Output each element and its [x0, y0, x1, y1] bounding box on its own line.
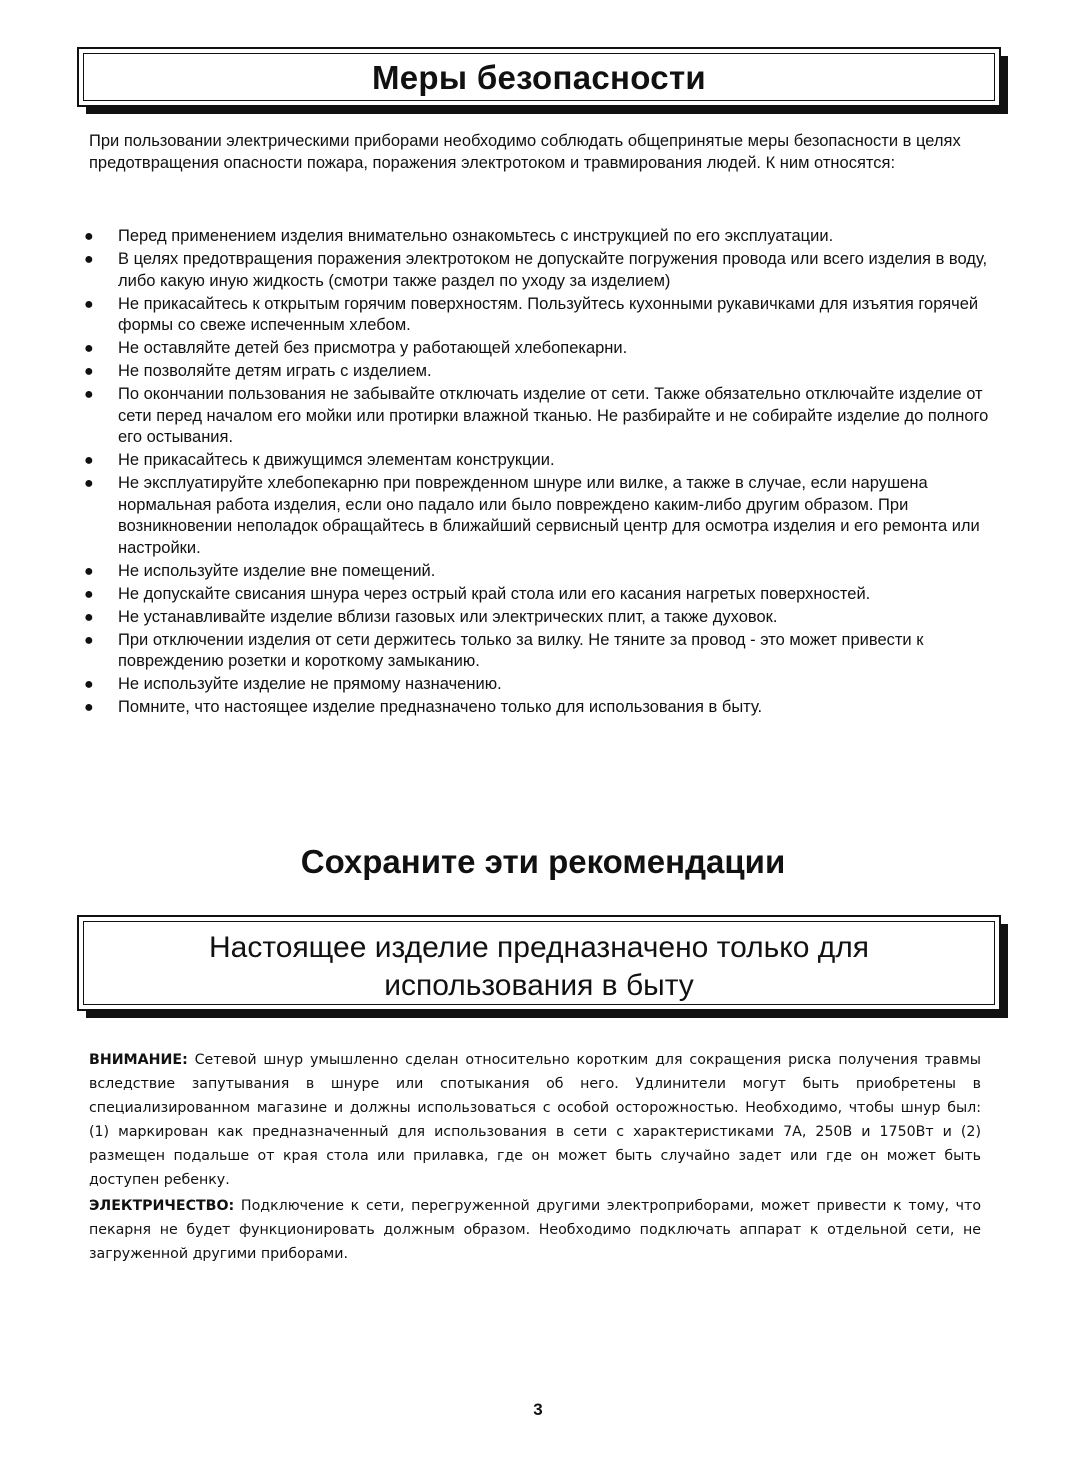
list-item	[84, 607, 996, 629]
list-item	[84, 249, 996, 292]
bullet-icon: ●	[84, 562, 94, 580]
list-item	[84, 226, 996, 248]
household-use-title	[79, 929, 999, 1005]
list-item-text: В целях предотвращения поражения электротоком не допускайте погружения провода или всего изделия в воду, либо какую иную жидкость (смотри также раздел по уходу за изделием)	[118, 250, 988, 290]
warning-label: ВНИМАНИЕ:	[89, 1052, 188, 1068]
list-item-text: Не используйте изделие вне помещений.	[118, 561, 436, 580]
bullet-icon: ●	[84, 386, 94, 403]
intro-paragraph: При пользовании электрическими приборами необходимо соблюдать общепринятые меры безопасности в целях предотвращения опасности пожара, поражения электротоком и травмирования людей. К ним относятся:	[89, 132, 961, 172]
box-shadow	[86, 107, 1008, 114]
bullet-icon: ●	[84, 475, 94, 492]
electricity-paragraph	[89, 1194, 981, 1266]
bullet-icon: ●	[84, 631, 94, 649]
bullet-icon: ●	[84, 699, 94, 716]
list-item	[84, 294, 996, 337]
bullet-icon: ●	[84, 228, 94, 245]
bullet-icon: ●	[84, 585, 94, 603]
warning-text: Сетевой шнур умышленно сделан относительно коротким для сокращения риска получения травмы вследствие запутывания в шнуре или спотыкания об него. Удлинители могут быть приобретены в специализированном магазине и должны использоваться с особой осторожностью. Необходимо, чтобы шнур был: (1) маркирован как предназначенный для использования в сети с характеристиками 7А, 250В и 1750Вт и (2) размещен подальше от края стола или прилавка, где он может быть случайно задет или где он может быть доступен ребенку.	[89, 1052, 981, 1188]
safety-list	[84, 226, 996, 720]
list-item-text: Не оставляйте детей без присмотра у работающей хлебопекарни.	[118, 339, 628, 357]
bullet-icon: ●	[84, 340, 94, 357]
list-item-text: Не позволяйте детям играть с изделием.	[118, 362, 432, 380]
save-recommendations-heading: Сохраните эти рекомендации	[300, 843, 786, 880]
list-item	[84, 361, 996, 383]
bullet-icon: ●	[84, 295, 94, 313]
list-item-text: Не устанавливайте изделие вблизи газовых или электрических плит, а также духовок.	[118, 607, 778, 626]
bullet-icon: ●	[84, 363, 94, 380]
list-item-text: Перед применением изделия внимательно ознакомьтесь с инструкцией по его эксплуатации.	[118, 227, 834, 245]
list-item	[84, 697, 996, 719]
bullet-icon: ●	[84, 608, 94, 626]
list-item-text: Не прикасайтесь к движущимся элементам конструкции.	[118, 451, 555, 469]
box-shadow	[86, 1011, 1008, 1018]
list-item-text: При отключении изделия от сети держитесь только за вилку. Не тяните за провод - это может привести к повреждению розетки и короткому замыканию.	[118, 630, 924, 670]
list-item-text: По окончании пользования не забывайте отключать изделие от сети. Также обязательно отключайте изделие от сети перед началом его мойки или протирки влажной тканью. Не разбирайте и не собирайте изделие до полного его остывания.	[118, 385, 989, 446]
electricity-label: ЭЛЕКТРИЧЕСТВО:	[89, 1198, 235, 1214]
electricity-text: Подключение к сети, перегруженной другими электроприборами, может привести к тому, что пекарня не будет функционировать должным образом. Необходимо подключать аппарат к отдельной сети, не загруженной другими приборами.	[89, 1198, 981, 1262]
list-item	[84, 450, 996, 472]
list-item	[84, 338, 996, 360]
bullet-icon: ●	[84, 452, 94, 469]
list-item-text: Не допускайте свисания шнура через острый край стола или его касания нагретых поверхностей.	[118, 584, 871, 603]
household-use-line-2: использования в быту	[384, 969, 694, 1002]
list-item-text: Не эксплуатируйте хлебопекарню при поврежденном шнуре или вилке, а также в случае, если нарушена нормальная работа изделия, если оно падало или было повреждено каким-либо другим образом. При возникновении неполадок обращайтесь в ближайший сервисный центр для осмотра изделия и его ремонта или настройки.	[118, 474, 980, 557]
list-item	[84, 584, 996, 606]
list-item-text: Помните, что настоящее изделие предназначено только для использования в быту.	[118, 698, 763, 716]
list-item	[84, 674, 996, 696]
page-number: 3	[533, 1400, 543, 1419]
notices	[89, 1048, 981, 1268]
warning-paragraph	[89, 1048, 981, 1192]
list-item-text: Не используйте изделие не прямому назначению.	[118, 675, 502, 693]
list-item	[84, 473, 996, 559]
list-item-text: Не прикасайтесь к открытым горячим поверхностям. Пользуйтесь кухонными рукавичками для изъятия горячей формы со свеже испеченным хлебом.	[118, 294, 979, 334]
household-use-line-1: Настоящее изделие предназначено только для	[209, 931, 869, 964]
bullet-icon: ●	[84, 251, 94, 268]
safety-title-box	[77, 47, 1001, 107]
list-item	[84, 384, 996, 449]
list-item	[84, 561, 996, 583]
list-item	[84, 630, 996, 673]
page-title: Меры безопасности	[371, 59, 707, 96]
household-use-box	[77, 915, 1001, 1011]
bullet-icon: ●	[84, 676, 94, 693]
